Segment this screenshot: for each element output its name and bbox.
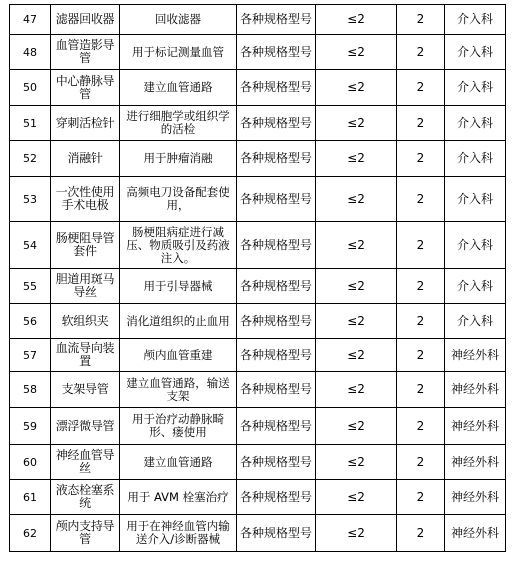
quantity-cell: 2 [397,304,445,339]
table-row [10,269,506,304]
device-name-cell: 消融针 [51,141,120,177]
limit-cell: ≤2 [316,304,397,339]
department-cell: 介入科 [445,222,506,269]
device-usage-cell: 颅内血管重建 [120,339,237,372]
device-usage-cell: 用于标记测量血管 [120,35,237,70]
quantity-cell: 2 [397,177,445,222]
limit-cell: ≤2 [316,480,397,515]
table-row [10,515,506,552]
department-cell: 介入科 [445,304,506,339]
table-row [10,141,506,177]
device-usage-cell: 建立血管通路 [120,70,237,106]
quantity-cell: 2 [397,515,445,552]
spec-cell: 各种规格型号 [237,445,316,480]
table-row [10,304,506,339]
department-cell: 介入科 [445,70,506,106]
limit-cell: ≤2 [316,70,397,106]
quantity-cell: 2 [397,269,445,304]
row-number-cell: 59 [10,408,51,445]
quantity-cell: 2 [397,339,445,372]
limit-cell: ≤2 [316,5,397,35]
row-number-cell: 47 [10,5,51,35]
device-usage-cell: 建立血管通路 [120,445,237,480]
spec-cell: 各种规格型号 [237,515,316,552]
row-number-cell: 56 [10,304,51,339]
quantity-cell: 2 [397,372,445,408]
department-cell: 介入科 [445,5,506,35]
device-table-body [10,5,506,552]
limit-cell: ≤2 [316,177,397,222]
limit-cell: ≤2 [316,106,397,141]
department-cell: 神经外科 [445,480,506,515]
device-name-cell: 血流导向装置 [51,339,120,372]
device-name-cell: 液态栓塞系统 [51,480,120,515]
table-row [10,445,506,480]
device-name-cell: 肠梗阻导管套件 [51,222,120,269]
quantity-cell: 2 [397,480,445,515]
device-usage-cell: 建立血管通路，输送支架 [120,372,237,408]
department-cell: 介入科 [445,35,506,70]
spec-cell: 各种规格型号 [237,480,316,515]
limit-cell: ≤2 [316,372,397,408]
row-number-cell: 52 [10,141,51,177]
spec-cell: 各种规格型号 [237,372,316,408]
spec-cell: 各种规格型号 [237,339,316,372]
table-row [10,5,506,35]
quantity-cell: 2 [397,408,445,445]
spec-cell: 各种规格型号 [237,222,316,269]
spec-cell: 各种规格型号 [237,269,316,304]
device-usage-cell: 用于治疗动静脉畸形、瘘使用 [120,408,237,445]
spec-cell: 各种规格型号 [237,408,316,445]
device-usage-cell: 回收滤器 [120,5,237,35]
row-number-cell: 62 [10,515,51,552]
limit-cell: ≤2 [316,35,397,70]
table-row [10,372,506,408]
row-number-cell: 54 [10,222,51,269]
row-number-cell: 55 [10,269,51,304]
department-cell: 介入科 [445,106,506,141]
department-cell: 神经外科 [445,339,506,372]
table-row [10,35,506,70]
device-name-cell: 漂浮微导管 [51,408,120,445]
limit-cell: ≤2 [316,141,397,177]
spec-cell: 各种规格型号 [237,106,316,141]
quantity-cell: 2 [397,445,445,480]
row-number-cell: 51 [10,106,51,141]
device-name-cell: 神经血管导丝 [51,445,120,480]
device-name-cell: 滤器回收器 [51,5,120,35]
quantity-cell: 2 [397,106,445,141]
quantity-cell: 2 [397,5,445,35]
device-name-cell: 穿刺活检针 [51,106,120,141]
quantity-cell: 2 [397,141,445,177]
quantity-cell: 2 [397,35,445,70]
quantity-cell: 2 [397,70,445,106]
table-row [10,339,506,372]
quantity-cell: 2 [397,222,445,269]
department-cell: 介入科 [445,269,506,304]
department-cell: 介入科 [445,177,506,222]
row-number-cell: 57 [10,339,51,372]
row-number-cell: 60 [10,445,51,480]
device-name-cell: 一次性使用手术电极 [51,177,120,222]
table-row [10,177,506,222]
limit-cell: ≤2 [316,339,397,372]
spec-cell: 各种规格型号 [237,70,316,106]
department-cell: 神经外科 [445,445,506,480]
device-usage-cell: 高频电刀设备配套使用， [120,177,237,222]
row-number-cell: 61 [10,480,51,515]
table-row [10,222,506,269]
device-usage-cell: 肠梗阻病症进行减压、物质吸引及药液注入。 [120,222,237,269]
limit-cell: ≤2 [316,445,397,480]
limit-cell: ≤2 [316,222,397,269]
spec-cell: 各种规格型号 [237,35,316,70]
spec-cell: 各种规格型号 [237,141,316,177]
device-usage-cell: 用于肿瘤消融 [120,141,237,177]
spec-cell: 各种规格型号 [237,5,316,35]
device-name-cell: 软组织夹 [51,304,120,339]
department-cell: 介入科 [445,141,506,177]
spec-cell: 各种规格型号 [237,304,316,339]
limit-cell: ≤2 [316,515,397,552]
device-usage-cell: 进行细胞学或组织学的活检 [120,106,237,141]
device-usage-cell: 用于 AVM 栓塞治疗 [120,480,237,515]
table-row [10,106,506,141]
device-name-cell: 颅内支持导管 [51,515,120,552]
table-row [10,70,506,106]
device-usage-cell: 用于引导器械 [120,269,237,304]
device-name-cell: 支架导管 [51,372,120,408]
table-row [10,480,506,515]
row-number-cell: 50 [10,70,51,106]
device-usage-cell: 用于在神经血管内输送介入/诊断器械 [120,515,237,552]
device-table [9,4,506,552]
row-number-cell: 53 [10,177,51,222]
limit-cell: ≤2 [316,408,397,445]
table-row [10,408,506,445]
row-number-cell: 48 [10,35,51,70]
device-name-cell: 血管造影导管 [51,35,120,70]
device-name-cell: 胆道用斑马导丝 [51,269,120,304]
department-cell: 神经外科 [445,408,506,445]
department-cell: 神经外科 [445,372,506,408]
limit-cell: ≤2 [316,269,397,304]
department-cell: 神经外科 [445,515,506,552]
spec-cell: 各种规格型号 [237,177,316,222]
device-name-cell: 中心静脉导管 [51,70,120,106]
device-usage-cell: 消化道组织的止血用 [120,304,237,339]
row-number-cell: 58 [10,372,51,408]
